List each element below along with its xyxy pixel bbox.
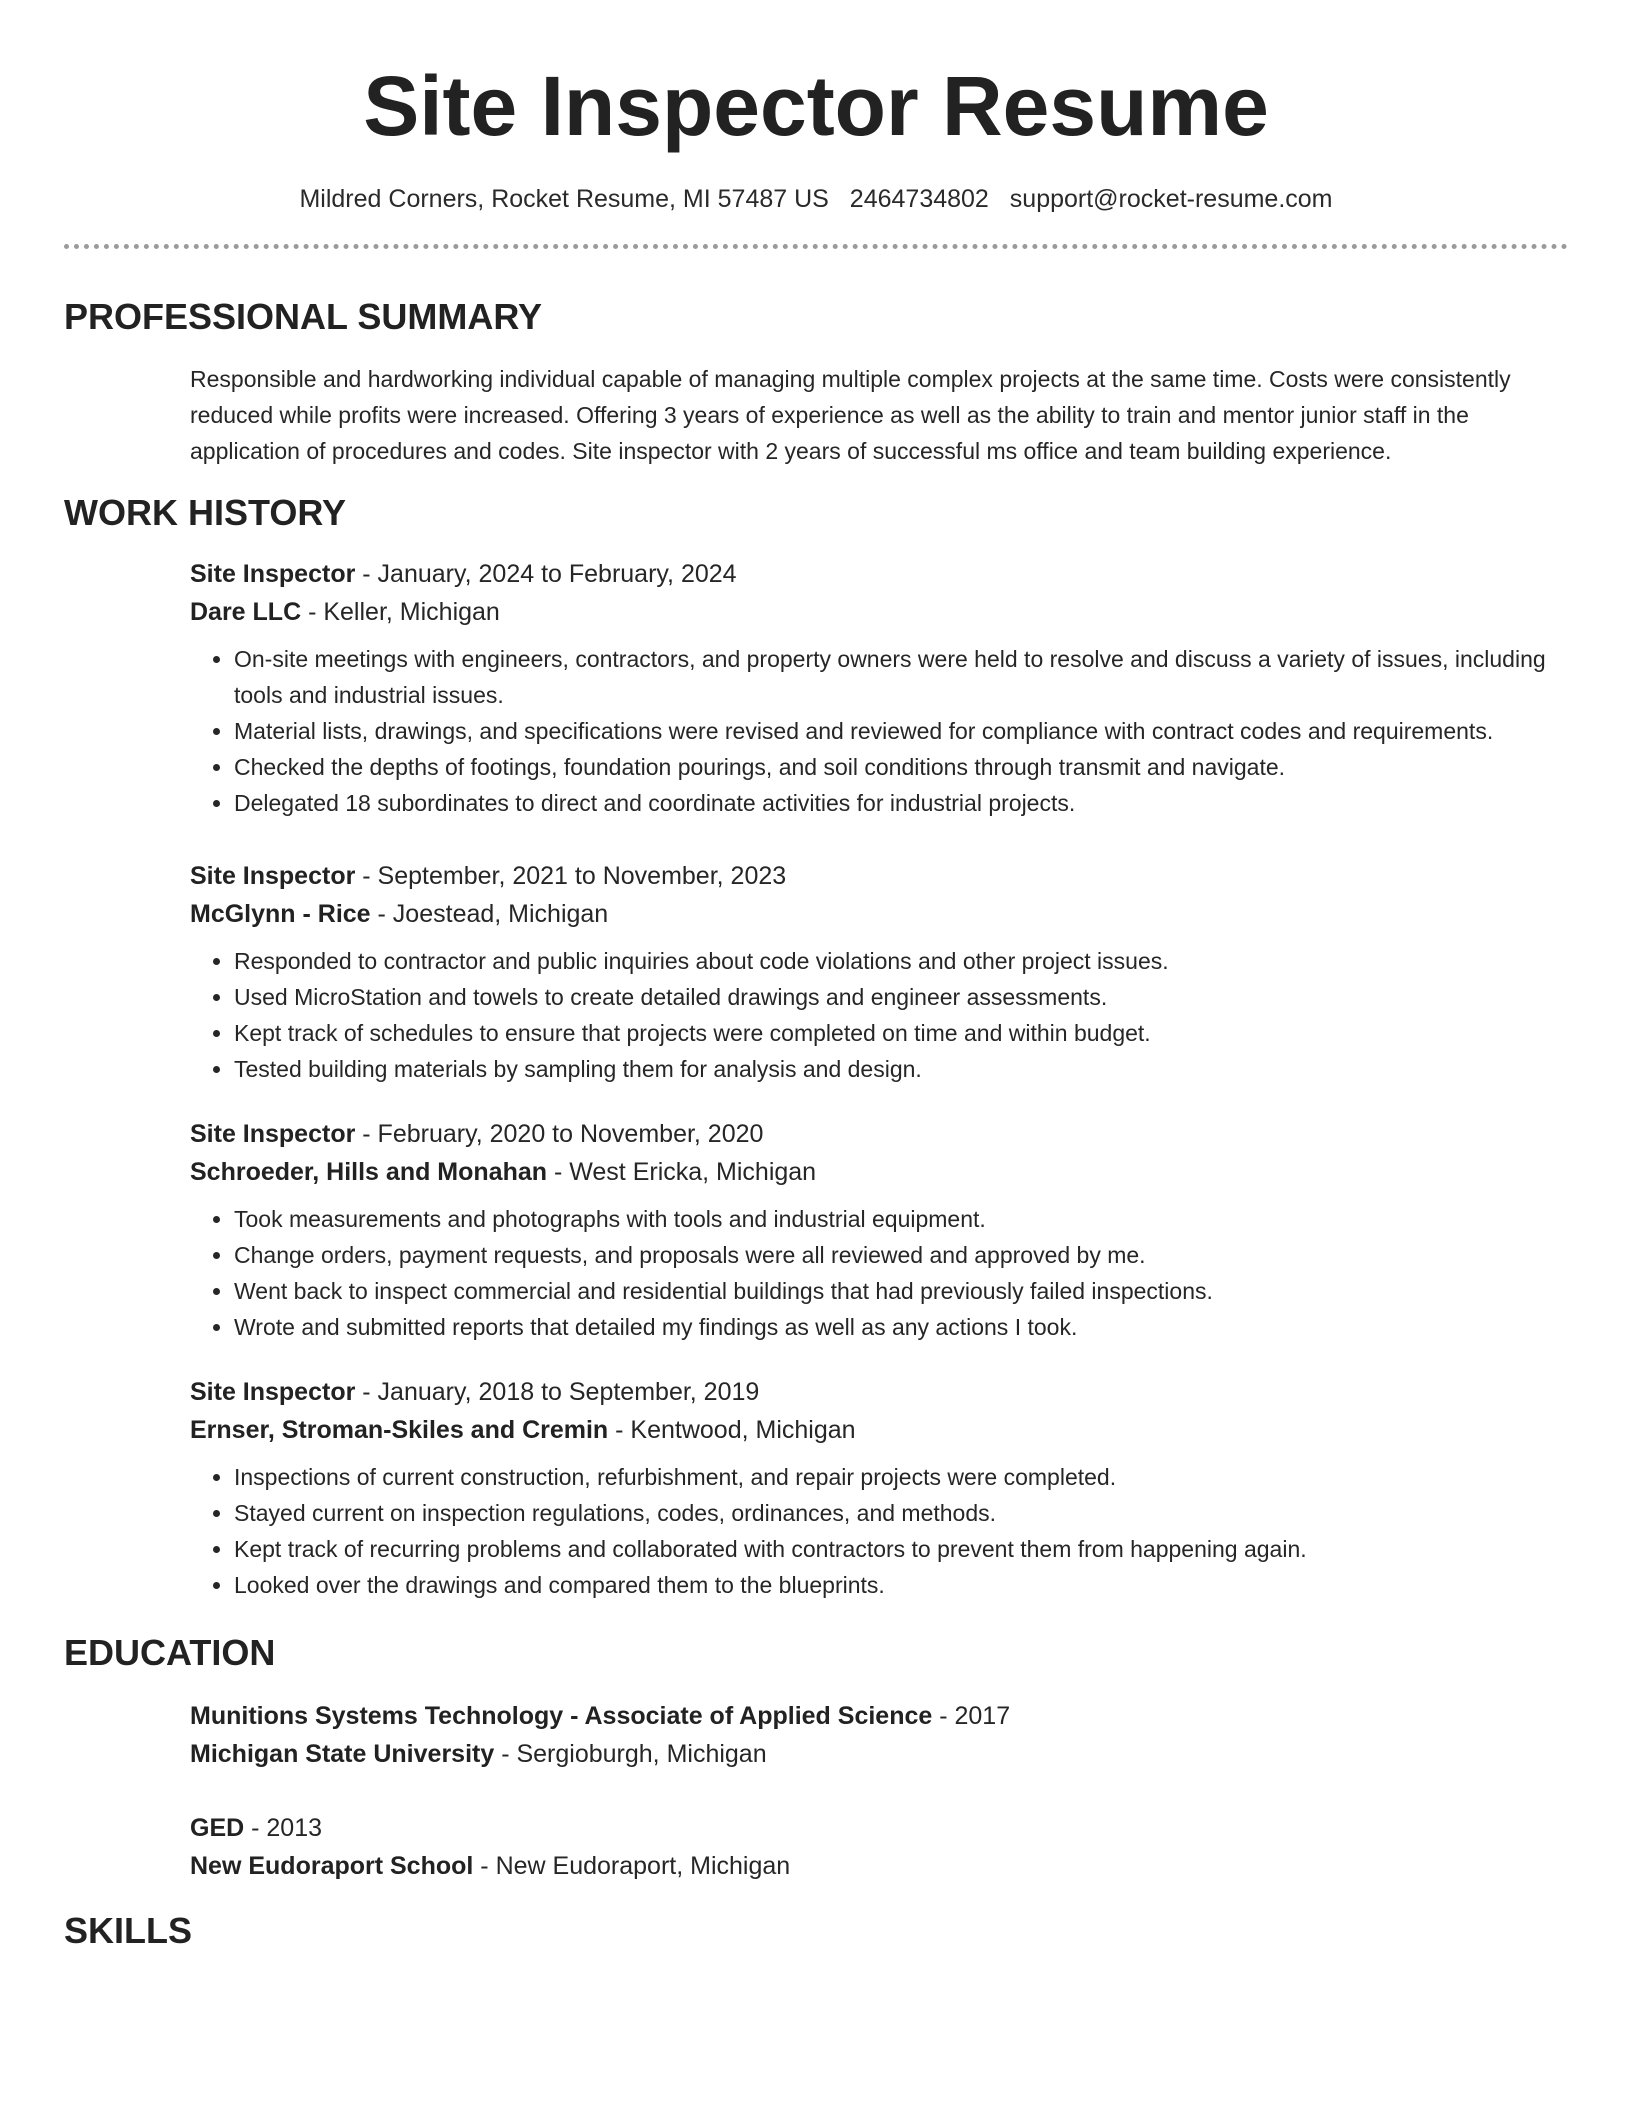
- header-divider: [64, 244, 1568, 249]
- skills-heading: SKILLS: [64, 1910, 193, 1951]
- job-title: Site Inspector: [190, 1120, 356, 1148]
- bullet-item: • Kept track of recurring problems and collaborated with contractors to prevent them from happening again.: [234, 1531, 1568, 1567]
- job-dates: - September, 2021 to November, 2023: [355, 862, 787, 890]
- contact-line: [64, 182, 1568, 216]
- contact-email: support@rocket-resume.com: [1009, 185, 1333, 213]
- job-location: - West Ericka, Michigan: [547, 1158, 817, 1186]
- job-bullets: [190, 1201, 1568, 1345]
- education-school-line: [190, 1735, 1568, 1773]
- job-company-line: [190, 1153, 1568, 1191]
- job-dates: - January, 2024 to February, 2024: [355, 560, 737, 588]
- education-location: - New Eudoraport, Michigan: [473, 1852, 791, 1880]
- summary-section: [190, 361, 1568, 469]
- job-company: Dare LLC: [190, 598, 302, 626]
- education-school: Michigan State University: [190, 1740, 495, 1768]
- work-history-heading: WORK HISTORY: [64, 492, 347, 533]
- education-degree-line: [190, 1697, 1568, 1735]
- bullet-item: • On-site meetings with engineers, contractors, and property owners were held to resolve and discuss a variety of issues, including tools and industrial issues.: [234, 641, 1568, 713]
- education-school: New Eudoraport School: [190, 1852, 474, 1880]
- bullet-item: • Change orders, payment requests, and proposals were all reviewed and approved by me.: [234, 1237, 1568, 1273]
- bullet-item: • Stayed current on inspection regulations, codes, ordinances, and methods.: [234, 1495, 1568, 1531]
- job-location: - Keller, Michigan: [301, 598, 500, 626]
- education-entry: [190, 1809, 1568, 1885]
- job-company-line: [190, 895, 1568, 933]
- education-year: - 2013: [244, 1814, 323, 1842]
- job-title: Site Inspector: [190, 862, 356, 890]
- bullet-item: • Inspections of current construction, refurbishment, and repair projects were completed.: [234, 1459, 1568, 1495]
- bullet-item: • Tested building materials by sampling them for analysis and design.: [234, 1051, 1568, 1087]
- bullet-item: • Took measurements and photographs with tools and industrial equipment.: [234, 1201, 1568, 1237]
- education-entry: [190, 1697, 1568, 1773]
- bullet-item: • Material lists, drawings, and specifications were revised and reviewed for compliance with contract codes and requirements.: [234, 713, 1568, 749]
- job-company: Schroeder, Hills and Monahan: [190, 1158, 548, 1186]
- education-degree-line: [190, 1809, 1568, 1847]
- bullet-item: • Looked over the drawings and compared them to the blueprints.: [234, 1567, 1568, 1603]
- job-title-line: [190, 1373, 1568, 1411]
- job-company: Ernser, Stroman-Skiles and Cremin: [190, 1416, 609, 1444]
- education-location: - Sergioburgh, Michigan: [494, 1740, 767, 1768]
- bullet-item: • Delegated 18 subordinates to direct and coordinate activities for industrial projects.: [234, 785, 1568, 821]
- job-location: - Kentwood, Michigan: [608, 1416, 856, 1444]
- job-entry: [190, 1373, 1568, 1603]
- job-company-line: [190, 1411, 1568, 1449]
- job-title-line: [190, 857, 1568, 895]
- education-school-line: [190, 1847, 1568, 1885]
- job-dates: - January, 2018 to September, 2019: [355, 1378, 760, 1406]
- contact-phone: 2464734802: [849, 185, 989, 213]
- bullet-item: • Kept track of schedules to ensure that projects were completed on time and within budget.: [234, 1015, 1568, 1051]
- resume-title: Site Inspector Resume: [363, 59, 1269, 153]
- contact-address: Mildred Corners, Rocket Resume, MI 57487 US: [299, 185, 829, 213]
- summary-text: Responsible and hardworking individual capable of managing multiple complex projects at the same time. Costs were consistently reduced while profits were increased. Offering 3 years of experience as well as the ability to train and mentor junior staff in the application of procedures and codes. Site inspector with 2 years of successful ms office and team building experience.: [190, 366, 1511, 464]
- work-history-section: [190, 555, 1568, 1603]
- job-bullets: [190, 943, 1568, 1087]
- education-section: [190, 1697, 1568, 1885]
- job-title-line: [190, 555, 1568, 593]
- bullet-item: • Wrote and submitted reports that detailed my findings as well as any actions I took.: [234, 1309, 1568, 1345]
- bullet-item: • Went back to inspect commercial and residential buildings that had previously failed inspections.: [234, 1273, 1568, 1309]
- job-title-line: [190, 1115, 1568, 1153]
- summary-heading: PROFESSIONAL SUMMARY: [64, 296, 543, 337]
- job-entry: [190, 1115, 1568, 1345]
- job-title: Site Inspector: [190, 560, 356, 588]
- job-entry: [190, 555, 1568, 821]
- job-title: Site Inspector: [190, 1378, 356, 1406]
- education-degree: Munitions Systems Technology - Associate of Applied Science: [190, 1702, 933, 1730]
- job-entry: [190, 857, 1568, 1087]
- job-company: McGlynn - Rice: [190, 900, 371, 928]
- bullet-item: • Checked the depths of footings, foundation pourings, and soil conditions through transmit and navigate.: [234, 749, 1568, 785]
- education-heading: EDUCATION: [64, 1632, 276, 1673]
- job-location: - Joestead, Michigan: [370, 900, 609, 928]
- bullet-item: • Used MicroStation and towels to create detailed drawings and engineer assessments.: [234, 979, 1568, 1015]
- job-company-line: [190, 593, 1568, 631]
- education-year: - 2017: [932, 1702, 1011, 1730]
- job-dates: - February, 2020 to November, 2020: [355, 1120, 764, 1148]
- job-bullets: [190, 1459, 1568, 1603]
- education-degree: GED: [190, 1814, 245, 1842]
- bullet-item: • Responded to contractor and public inquiries about code violations and other project issues.: [234, 943, 1568, 979]
- job-bullets: [190, 641, 1568, 821]
